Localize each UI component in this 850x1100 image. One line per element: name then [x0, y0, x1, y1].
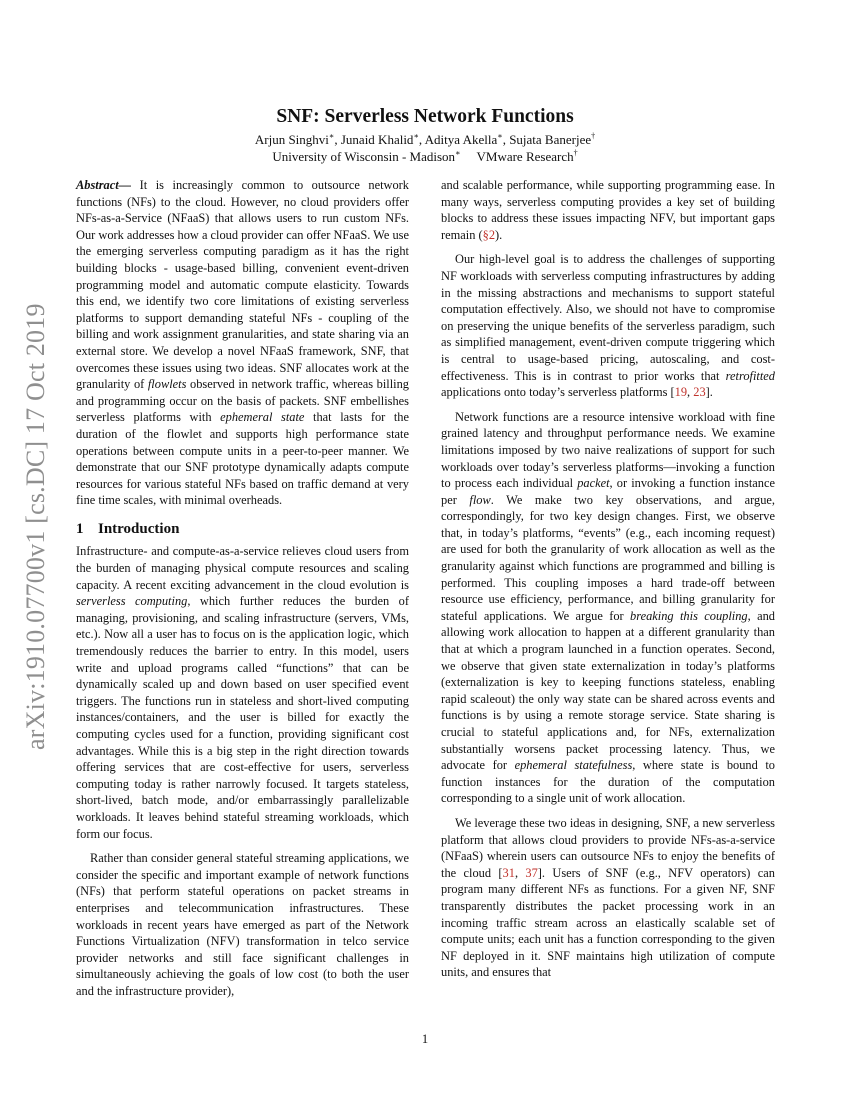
- section-title: Introduction: [98, 520, 180, 537]
- author-name: Junaid Khalid: [340, 132, 414, 148]
- left-column: [76, 177, 409, 1000]
- body-text: ,: [514, 865, 526, 880]
- arxiv-identifier: arXiv:1910.07700v1 [cs.DC] 17 Oct 2019: [21, 303, 50, 750]
- body-emphasis: ephemeral statefulness: [514, 758, 633, 773]
- body-text: . We make two key observations, and argue, correspondingly, for two key design changes. First, we observe that, in today’s platforms, “events” (e.g., each incoming request) are used for both the granularity of work allocation as well as the granularity against which functions are programmed and billing is performed. This coupling imposes a hard trade-off between resource use efficiency, performance, and billing granularity for stateful applications. We argue for: [441, 492, 775, 623]
- author-mark: ∗: [413, 132, 419, 142]
- affiliation: VMware Research: [476, 149, 574, 165]
- abstract-paragraph: [76, 177, 409, 509]
- body-text: ,: [687, 385, 694, 400]
- body-paragraph: [441, 177, 775, 243]
- body-paragraph: [76, 543, 409, 842]
- abstract-emphasis: flowlets: [147, 377, 187, 392]
- author-name: Arjun Singhvi: [254, 132, 329, 148]
- body-text: , which further reduces the burden of managing, provisioning, and scaling infrastructure (servers, VMs, etc.). Now all a user has to focus on is the application logic, which tremendously reduces the barrier to entry. In this model, users write and upload programs called “functions” that can be dynamically scaled up and down based on user specified event triggers. The functions run in stateless and short-lived computing instances/containers, and the user is billed for exactly the computing cycles used for a function, providing significant cost advantages. While this is a big step in the right direction towards offering services that are cost-effective for users, serverless computing today is rather narrowly focused. It targets stateless, short-lived, batch mode, and/or embarrassingly parallelizable workloads. It leaves behind stateful streaming workloads, which form our focus.: [76, 594, 409, 841]
- author-list: Arjun Singhvi∗, Junaid Khalid∗, Aditya Akella∗, Sujata Banerjee†: [254, 132, 596, 148]
- citation-link[interactable]: 37: [525, 865, 538, 880]
- abstract-emphasis: ephemeral state: [220, 410, 305, 425]
- section-reference-link[interactable]: §2: [482, 227, 496, 242]
- abstract-label: Abstract—: [76, 178, 132, 192]
- citation-link[interactable]: 31: [502, 865, 515, 880]
- author-name: Aditya Akella: [424, 132, 498, 148]
- abstract-text: It is increasingly common to outsource network functions (NFs) to the cloud. However, no cloud providers offer NFs-as-a-Service (NFaaS) that allows users to run custom NFs. Our work addresses how a cloud provider can offer NFaaS. We use the emerging serverless computing paradigm as it has the right building blocks - usage-based billing, convenient event-driven programming model and automatic compute elasticity. Towards this end, we identify two core limitations of existing serverless platforms to support demanding stateful NFs - coupling of the billing and work assignment granularities, and state sharing via an external store. We develop a novel NFaaS framework, SNF, that overcomes these issues using two ideas. SNF allocates work at the granularity of: [76, 178, 409, 392]
- body-text: , or invoking a function instance per: [441, 476, 775, 507]
- affiliation-mark: ∗: [455, 148, 461, 158]
- body-text: , where state is bound to function instances for the duration of the computation corresponding to a single unit of work allocation.: [441, 758, 776, 806]
- author-mark: ∗: [497, 132, 503, 142]
- body-text: ].: [705, 385, 713, 400]
- body-text: and scalable performance, while supporting programming ease. In many ways, serverless computing provides a key set of building blocks to address these issues impacting NFV, but important gaps remain (: [441, 178, 775, 242]
- author-mark: ∗: [328, 132, 335, 142]
- body-emphasis: packet: [577, 476, 610, 491]
- citation-link[interactable]: 23: [693, 385, 706, 400]
- page-number: 1: [421, 1032, 429, 1046]
- author-mark: †: [591, 132, 596, 142]
- body-text: Network functions are a resource intensive workload with fine grained latency and throughput performance needs. We examine limitations imposed by two naive realizations of support for such workloads over today’s serverless platforms—invoking a function to process each individual: [441, 409, 775, 491]
- body-emphasis: serverless computing: [76, 594, 188, 609]
- abstract-text: observed in network traffic, whereas billing and programming occur on the basis of packets. SNF embellishes serverless platforms with: [76, 377, 409, 425]
- body-emphasis: breaking this coupling: [630, 608, 748, 623]
- citation-link[interactable]: 19: [674, 385, 688, 400]
- affiliation-mark: †: [573, 148, 578, 158]
- body-text: ).: [495, 227, 503, 242]
- body-paragraph: [441, 815, 775, 981]
- section-number: 1: [76, 520, 84, 537]
- section-heading: [76, 521, 409, 538]
- body-emphasis: flow: [469, 492, 491, 507]
- body-text: applications onto today’s serverless platforms [: [441, 385, 675, 400]
- paper-header: [0, 105, 850, 166]
- affiliation-list: [0, 149, 850, 166]
- body-paragraph: [441, 409, 775, 807]
- affiliation: University of Wisconsin - Madison: [272, 149, 456, 165]
- body-text: ]. Users of SNF (e.g., NFV operators) can program many different NFs as functions. For a given NF, SNF transparently distributes the packet processing work in an incoming traffic stream across an elastically scalable set of compute units; each unit has a function corresponding to the given NF deployed in it. SNF maintains high utilization of compute units, and ensures that: [441, 865, 775, 980]
- body-paragraph: [441, 251, 775, 400]
- body-text: , and allowing work allocation to happen at a different granularity than that at which a program launched in a function operates. Second, we observe that given state externalization in today’s platforms (externalization is key to keeping functions stateless, enabling rapid scaleout) the only way state can be shared across events and functions is by using a remote storage service. State sharing is crucial to stateful applications and, for NFs, externalization substantially worsens packet processing latency. Thus, we advocate for: [441, 608, 776, 773]
- body-emphasis: retrofitted: [725, 368, 775, 383]
- body-text: Infrastructure- and compute-as-a-service relieves cloud users from the burden of managing physical compute resources and scaling capacity. A recent exciting advancement in the cloud evolution is: [76, 544, 409, 592]
- paper-title: SNF: Serverless Network Functions: [276, 106, 574, 127]
- abstract-text: that lasts for the duration of the flowlet and supports high performance state operations between compute units in a peer-to-peer manner. We demonstrate that our SNF prototype dynamically adapts compute resources for various stateful NFs based on traffic demand at very fine time scales, with minimal overheads.: [76, 410, 409, 508]
- body-paragraph: Rather than consider general stateful streaming applications, we consider the specific and important example of network functions (NFs) that perform stateful operations on packet streams in enterprises and telecommunication infrastructures. These workloads in recent years have emerged as part of the Network Functions Virtualization (NFV) transformation in telco service provider networks and still face significant challenges in simultaneously achieving the goals of low cost (to both the user and the infrastructure provider),: [76, 851, 409, 998]
- body-text: We leverage these two ideas in designing, SNF, a new serverless platform that allows cloud providers to provide NFs-as-a-service (NFaaS) wherein users can outsource NFs to enjoy the benefits of the cloud [: [441, 815, 775, 880]
- body-text: Our high-level goal is to address the challenges of supporting NF workloads with serverless computing infrastructures by adding in the missing abstractions and mechanisms to support stateful computation effectively. Also, we should not have to compromise on preserving the unique benefits of the serverless paradigm, such as simplified management, event-driven compute triggering which is central to usage-based pricing, autoscaling, and cost-effectiveness. This is in contrast to prior works that: [441, 252, 775, 383]
- author-name: Sujata Banerjee: [509, 132, 592, 148]
- right-column: [441, 177, 775, 981]
